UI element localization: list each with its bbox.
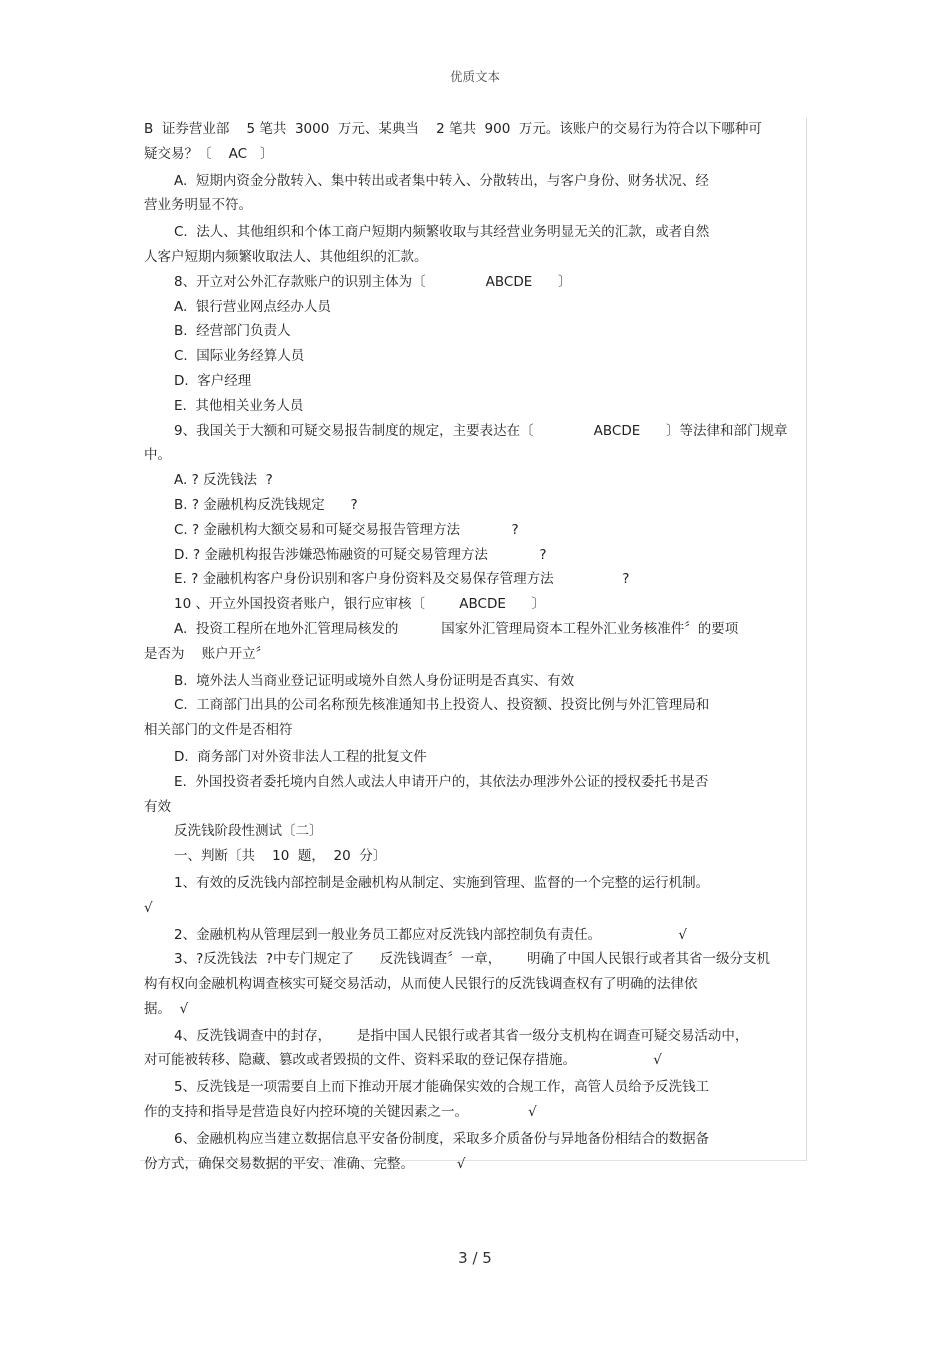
text-line: 构有权向金融机构调查核实可疑交易活动，从而使人民银行的反洗钱调查权有了明确的法律依 <box>144 976 698 993</box>
text-line: C. 法人、其他组织和个体工商户短期内频繁收取与其经营业务明显无关的汇款，或者自然 <box>174 224 710 241</box>
option-line: D. 客户经理 <box>174 372 252 389</box>
option-line: C. 国际业务经算人员 <box>174 348 305 365</box>
answer-mark: √ <box>144 899 153 916</box>
text-line: B 证券营业部 5 笔共 3000 万元、某典当 2 笔共 900 万元。该账户的交易行为符合以下哪种可 <box>144 121 762 137</box>
option-line: B. 经营部门负责人 <box>174 323 291 340</box>
section-subtitle: 一、判断〔共 10 题， 20 分〕 <box>174 848 387 865</box>
page-number: 3 / 5 <box>458 1249 492 1267</box>
option-line: A. 投资工程所在地外汇管理局核发的 国家外汇管理局资本工程外汇业务核准件〞的要项 <box>174 620 739 637</box>
statement-line: 6、金融机构应当建立数据信息平安备份制度，采取多介质备份与异地备份相结合的数据备 <box>174 1130 710 1147</box>
document-body <box>144 117 804 1176</box>
statement-line: 4、反洗钱调查中的封存， 是指中国人民银行或者其省一级分支机构在调查可疑交易活动中， <box>174 1027 749 1044</box>
text-line: 中。 <box>144 447 171 464</box>
section-title: 反洗钱阶段性测试〔二〕 <box>174 823 323 840</box>
question-line: 10 、开立外国投资者账户，银行应审核〔 ABCDE 〕 <box>174 596 546 613</box>
option-line: E. ? 金融机构客户身份识别和客户身份资料及交易保存管理方法 ? <box>174 571 630 588</box>
statement-line: 2、金融机构从管理层到一般业务员工都应对反洗钱内部控制负有责任。 √ <box>174 926 687 943</box>
option-line: D. ? 金融机构报告涉嫌恐怖融资的可疑交易管理方法 ? <box>174 546 547 563</box>
text-line: 营业务明显不符。 <box>144 197 252 214</box>
option-line: D. 商务部门对外资非法人工程的批复文件 <box>174 748 427 765</box>
text-line: 据。 √ <box>144 1000 189 1017</box>
text-line: 疑交易？〔 AC 〕 <box>144 145 274 162</box>
option-line: A. 银行营业网点经办人员 <box>174 298 331 315</box>
text-line: 对可能被转移、隐藏、篡改或者毁损的文件、资料采取的登记保存措施。 √ <box>144 1052 662 1069</box>
option-line: E. 其他相关业务人员 <box>174 397 304 414</box>
statement-line: 5、反洗钱是一项需要自上而下推动开展才能确保实效的合规工作，高管人员给予反洗钱工 <box>174 1079 710 1096</box>
text-line: 相关部门的文件是否相符 <box>144 722 293 739</box>
page-frame-right-border <box>806 118 807 1161</box>
text-line: 是否为 账户开立〞 <box>144 645 270 662</box>
option-line: C. 工商部门出具的公司名称预先核准通知书上投资人、投资额、投资比例与外汇管理局和 <box>174 697 710 714</box>
text-line: A. 短期内资金分散转入、集中转出或者集中转入、分散转出，与客户身份、财务状况、经 <box>174 172 709 189</box>
text-line: 人客户短期内频繁收取法人、其他组织的汇款。 <box>144 248 428 265</box>
option-line: A. ? 反洗钱法 ? <box>174 472 273 489</box>
text-line: 份方式，确保交易数据的平安、准确、完整。 √ <box>144 1155 466 1172</box>
page-header: 优质文本 <box>449 69 500 84</box>
option-line: E. 外国投资者委托境内自然人或法人申请开户的，其依法办理涉外公证的授权委托书是否 <box>174 773 709 790</box>
question-line: 9、我国关于大额和可疑交易报告制度的规定，主要表达在〔 ABCDE 〕等法律和部门规章 <box>174 422 788 439</box>
text-line: 有效 <box>144 798 171 815</box>
statement-line: 3、?反洗钱法 ?中专门规定了 反洗钱调查〞一章， 明确了中国人民银行或者其省一级分支机 <box>174 951 770 968</box>
option-line: C. ? 金融机构大额交易和可疑交易报告管理方法 ? <box>174 521 519 538</box>
text-line: 作的支持和指导是营造良好内控环境的关键因素之一。 √ <box>144 1104 537 1121</box>
option-line: B. ? 金融机构反洗钱规定 ? <box>174 496 358 513</box>
question-line: 8、开立对公外汇存款账户的识别主体为〔 ABCDE 〕 <box>174 273 572 290</box>
option-line: B. 境外法人当商业登记证明或境外自然人身份证明是否真实、有效 <box>174 672 575 689</box>
statement-line: 1、有效的反洗钱内部控制是金融机构从制定、实施到管理、监督的一个完整的运行机制。 <box>174 874 710 891</box>
